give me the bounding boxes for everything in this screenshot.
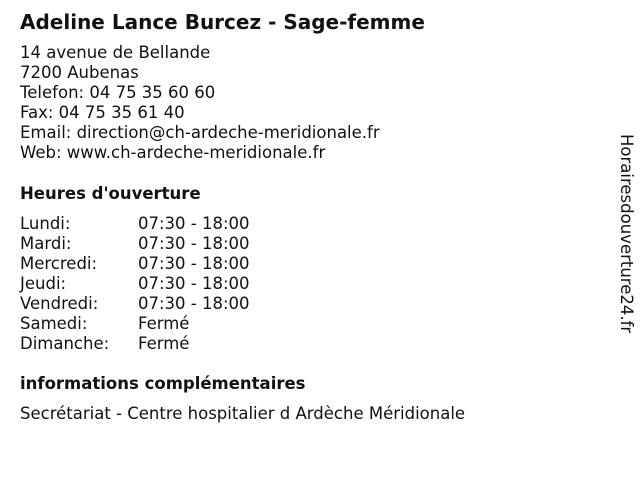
opening-hours-heading: Heures d'ouverture: [20, 184, 201, 203]
hours-row-thursday: [20, 274, 280, 294]
city-address: 7200 Aubenas: [20, 63, 139, 82]
day-label: Dimanche:: [20, 334, 110, 353]
day-label: Mardi:: [20, 234, 72, 253]
page-title: Adeline Lance Burcez - Sage-femme: [20, 10, 425, 34]
day-label: Samedi:: [20, 314, 88, 333]
day-hours: 07:30 - 18:00: [138, 214, 250, 233]
additional-info-text: Secrétariat - Centre hospitalier d Ardèche Méridionale: [20, 404, 466, 423]
street-address: 14 avenue de Bellande: [20, 43, 211, 62]
day-label: Lundi:: [20, 214, 71, 233]
opening-hours-list: [20, 214, 280, 354]
day-label: Mercredi:: [20, 254, 98, 273]
day-label: Jeudi:: [20, 274, 67, 293]
phone-number: Telefon: 04 75 35 60 60: [20, 83, 216, 102]
hours-row-monday: [20, 214, 280, 234]
website-address: Web: www.ch-ardeche-meridionale.fr: [20, 143, 326, 162]
day-hours: Fermé: [138, 314, 190, 333]
hours-row-saturday: [20, 314, 280, 334]
fax-number: Fax: 04 75 35 61 40: [20, 103, 185, 122]
hours-row-tuesday: [20, 234, 280, 254]
day-label: Vendredi:: [20, 294, 99, 313]
day-hours: 07:30 - 18:00: [138, 234, 250, 253]
day-hours: 07:30 - 18:00: [138, 274, 250, 293]
additional-info-heading: informations complémentaires: [20, 374, 306, 393]
day-hours: 07:30 - 18:00: [138, 254, 250, 273]
hours-row-friday: [20, 294, 280, 314]
site-watermark: Horairesdouverture24.fr: [617, 134, 636, 334]
hours-row-sunday: [20, 334, 280, 354]
hours-row-wednesday: [20, 254, 280, 274]
day-hours: Fermé: [138, 334, 190, 353]
contact-block: [20, 43, 380, 163]
day-hours: 07:30 - 18:00: [138, 294, 250, 313]
email-address: Email: direction@ch-ardeche-meridionale.fr: [20, 123, 380, 142]
